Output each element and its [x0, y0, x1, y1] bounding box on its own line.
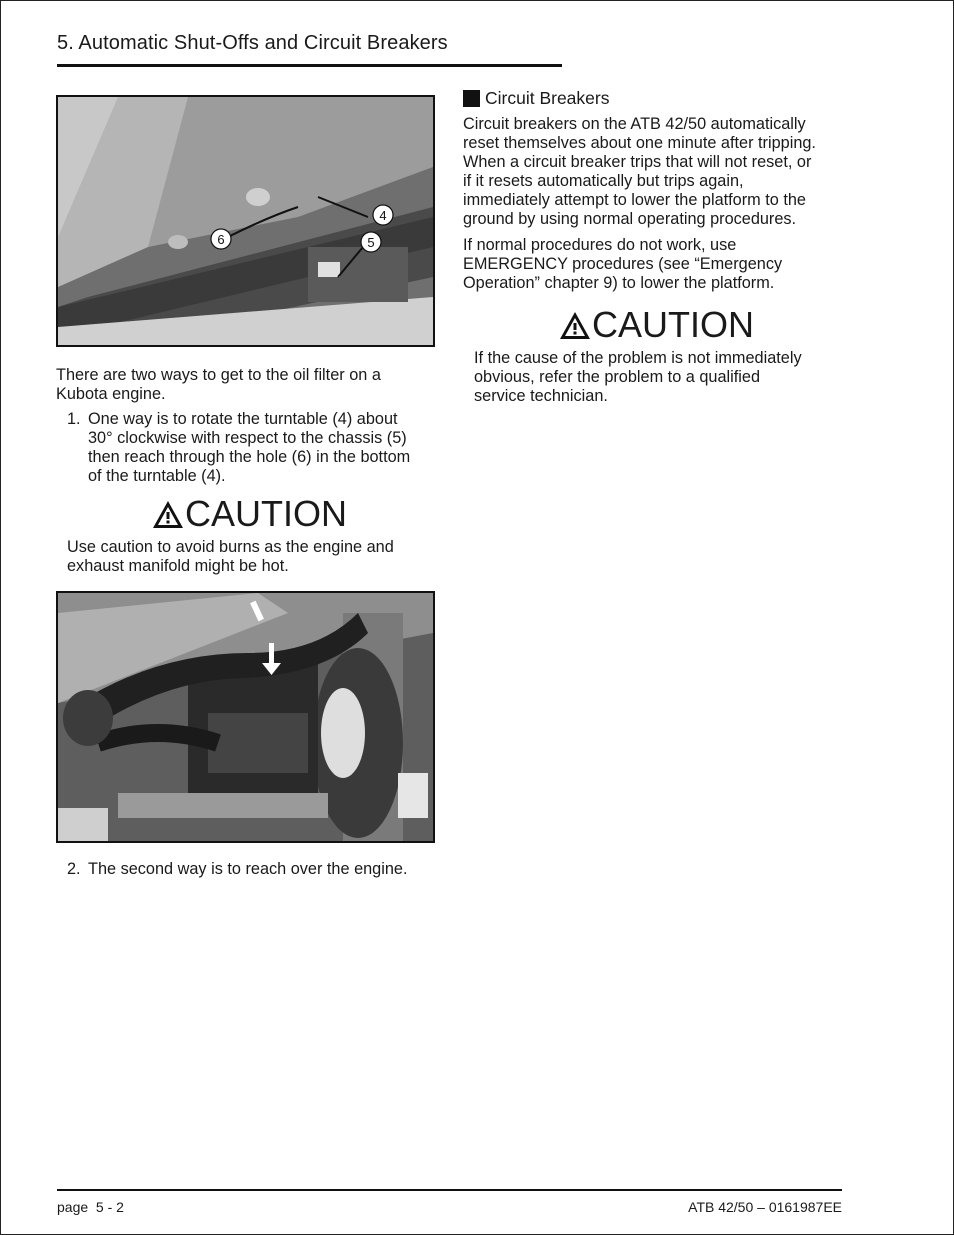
- step-2-text: The second way is to reach over the engine.: [88, 860, 408, 878]
- warning-triangle-icon: [152, 500, 184, 529]
- caution-line: service technician.: [474, 387, 608, 405]
- page-title: 5. Automatic Shut-Offs and Circuit Breakers: [57, 32, 448, 54]
- circuit-breaker-paragraph-2: [463, 236, 853, 293]
- paragraph-line: ground by using normal operating procedures.: [463, 210, 797, 228]
- callout-4: [373, 205, 393, 225]
- section-heading: [463, 88, 609, 109]
- step-1-line: 30° clockwise with respect to the chassis (5): [88, 429, 407, 447]
- turntable-photo: [56, 95, 435, 347]
- svg-text:5: 5: [367, 235, 375, 250]
- step-2-number: 2.: [67, 860, 81, 878]
- paragraph-line: if it resets automatically but trips again,: [463, 172, 744, 190]
- step-1-line: of the turntable (4).: [88, 467, 226, 485]
- caution-text-left: [67, 538, 437, 576]
- section-heading-label: Circuit Breakers: [485, 88, 610, 108]
- circuit-breaker-paragraph-1: [463, 115, 853, 229]
- header-rule: [57, 64, 562, 67]
- paragraph-line: When a circuit breaker trips that will not reset, or: [463, 153, 812, 171]
- caution-heading-right: [559, 304, 754, 346]
- callout-6: [211, 229, 231, 249]
- step-1-line: One way is to rotate the turntable (4) about: [88, 410, 398, 428]
- list-item-step-2: [67, 860, 437, 880]
- caution-line: If the cause of the problem is not immediately: [474, 349, 802, 367]
- footer-rule: [57, 1189, 842, 1191]
- paragraph-line: EMERGENCY procedures (see “Emergency: [463, 255, 783, 273]
- paragraph-line: Operation” chapter 9) to lower the platform.: [463, 274, 775, 292]
- svg-text:6: 6: [217, 232, 225, 247]
- paragraph-line: If normal procedures do not work, use: [463, 236, 737, 254]
- step-1-line: then reach through the hole (6) in the bottom: [88, 448, 411, 466]
- paragraph-line: Circuit breakers on the ATB 42/50 automatically: [463, 115, 806, 133]
- warning-triangle-icon: [559, 311, 591, 340]
- page-number: page 5 - 2: [57, 1199, 124, 1215]
- list-item-step-1: [67, 410, 437, 488]
- document-id: ATB 42/50 – 0161987EE: [688, 1199, 842, 1215]
- caution-line: Use caution to avoid burns as the engine and: [67, 538, 394, 556]
- caution-label: CAUTION: [592, 304, 754, 345]
- step-1-number: 1.: [67, 410, 81, 428]
- engine-photo: [56, 591, 435, 843]
- callout-5: [361, 232, 381, 252]
- paragraph-line: reset themselves about one minute after tripping.: [463, 134, 816, 152]
- bullet-square-icon: [463, 90, 480, 107]
- paragraph-line: immediately attempt to lower the platform to the: [463, 191, 806, 209]
- caution-line: obvious, refer the problem to a qualified: [474, 368, 760, 386]
- svg-text:4: 4: [379, 208, 387, 223]
- intro-text: There are two ways to get to the oil filter on a Kubota engine.: [56, 366, 381, 403]
- caution-text-right: [474, 349, 854, 406]
- caution-label: CAUTION: [185, 493, 347, 534]
- caution-line: exhaust manifold might be hot.: [67, 557, 289, 575]
- caution-heading-left: [152, 493, 347, 535]
